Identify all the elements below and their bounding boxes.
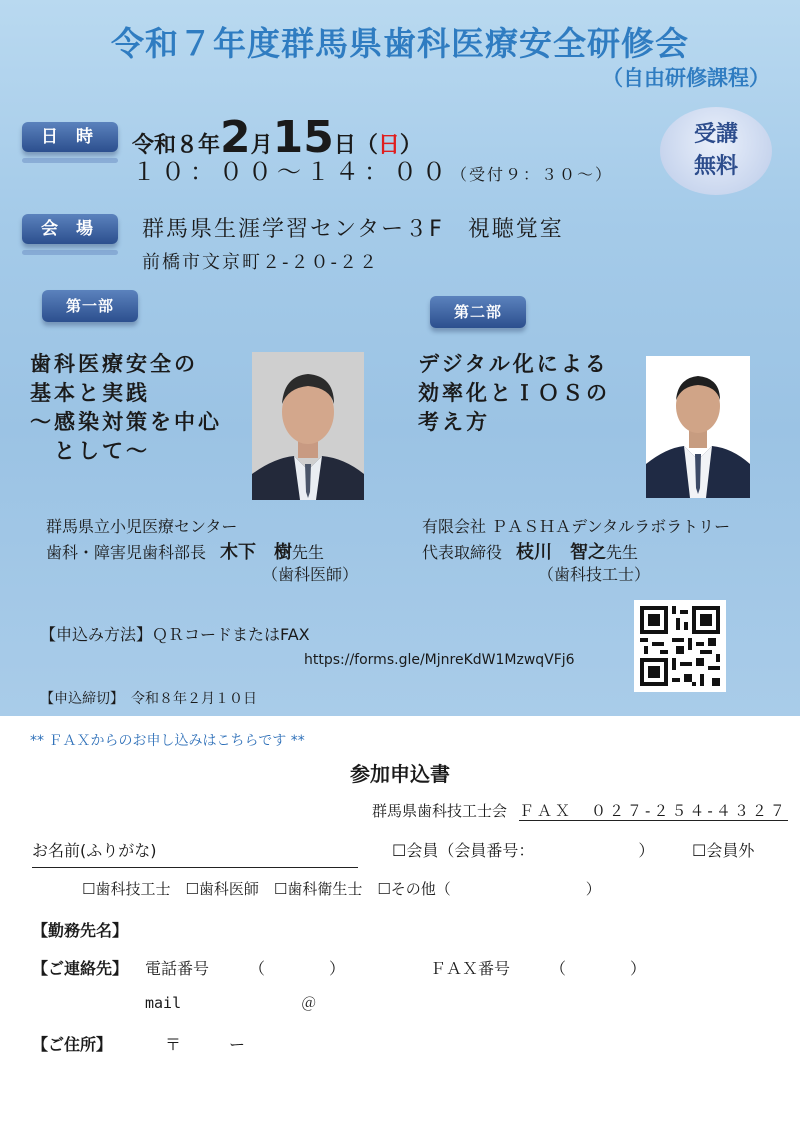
date-era: 令和８年 <box>132 133 221 158</box>
speaker1-role-line <box>46 538 324 564</box>
name-field[interactable] <box>32 838 358 868</box>
time-range: １０：００～１４：００ <box>132 158 451 186</box>
occupation-checkboxes[interactable]: ☐歯科技工士 ☐歯科医師 ☐歯科衛生士 ☐その他（ ） <box>82 880 601 898</box>
workplace-label: 【勤務先名】 <box>32 921 129 940</box>
speaker1-affiliation: 群馬県立小児医療センター <box>46 517 238 536</box>
event-time <box>132 152 613 187</box>
member-checkbox[interactable]: ☐会員（会員番号： ） <box>392 841 655 860</box>
date-day-unit: 日（ <box>333 133 378 158</box>
reception-time: （受付９：３０～） <box>451 165 614 184</box>
date-close: ） <box>399 133 422 158</box>
fax-number: ＦＡＸ ０２７-２５４-４３２７ <box>519 802 788 820</box>
speaker2-affiliation: 有限会社 ＰＡＳＨＡデンタルラボラトリー <box>422 517 731 536</box>
fax-org: 群馬県歯科技工士会 <box>372 802 508 820</box>
part2-title: デジタル化による 効率化とＩＯＳの 考え方 <box>418 352 610 434</box>
date-month-unit: 月 <box>250 133 273 158</box>
badge-underline <box>22 158 118 163</box>
event-title: 令和７年度群馬県歯科医療安全研修会 <box>111 24 689 63</box>
speaker2-honorific: 先生 <box>606 543 639 562</box>
free-admission-badge <box>660 107 772 195</box>
speaker1-photo <box>252 352 364 500</box>
event-subtitle: （自由研修課程） <box>602 66 770 90</box>
address-label: 【ご住所】 <box>32 1035 113 1054</box>
mail-field[interactable]: mail ＠ <box>145 994 317 1012</box>
venue-address: 前橋市文京町２-２０-２２ <box>142 252 379 273</box>
free-line-2: 無料 <box>693 154 738 179</box>
phone-field[interactable]: 電話番号 （ ） <box>145 959 346 978</box>
date-month: 2 <box>220 112 251 163</box>
venue-label-badge: 会 場 <box>22 214 118 244</box>
contact-label: 【ご連絡先】 <box>32 959 129 978</box>
date-weekday: 日 <box>377 133 400 158</box>
application-deadline: 【申込締切】 令和８年２月１０日 <box>40 691 257 707</box>
speaker1-profession: （歯科医師） <box>262 565 359 584</box>
fax-destination <box>372 800 788 821</box>
free-line-1: 受講 <box>693 122 738 147</box>
speaker2-profession: （歯科技工士） <box>538 565 651 584</box>
non-member-checkbox[interactable]: ☐会員外 <box>692 841 755 860</box>
application-method: 【申込み方法】ＱＲコードまたはFAX <box>40 625 310 644</box>
postal-field[interactable]: 〒 ー <box>165 1035 246 1054</box>
badge-underline <box>22 250 118 255</box>
speaker1-honorific: 先生 <box>292 543 325 562</box>
qr-code[interactable] <box>634 600 726 692</box>
speaker1-name: 木下 樹 <box>220 542 293 563</box>
part1-title: 歯科医療安全の 基本と実践 ～感染対策を中心 として～ <box>30 352 222 463</box>
speaker2-name: 枝川 智之 <box>516 542 607 563</box>
speaker2-role-line <box>422 538 638 564</box>
venue-name: 群馬県生涯学習センター３F 視聴覚室 <box>142 217 564 242</box>
speaker1-role: 歯科・障害児歯科部長 <box>46 543 207 562</box>
date-day: 15 <box>272 112 334 163</box>
speaker2-role: 代表取締役 <box>422 543 503 562</box>
speaker2-photo <box>646 356 750 498</box>
part1-label-badge: 第一部 <box>42 290 138 322</box>
application-url[interactable]: https://forms.gle/MjnreKdW1MzwqVFj6 <box>304 652 575 668</box>
fax-number-field[interactable]: ＦＡＸ番号 （ ） <box>430 959 647 978</box>
fax-note: ** ＦＡＸからのお申し込みはこちらです ** <box>30 733 305 749</box>
form-title: 参加申込書 <box>350 762 450 786</box>
date-label-badge: 日 時 <box>22 122 118 152</box>
name-label: お名前(ふりがな) <box>32 841 157 860</box>
part2-label-badge: 第二部 <box>430 296 526 328</box>
